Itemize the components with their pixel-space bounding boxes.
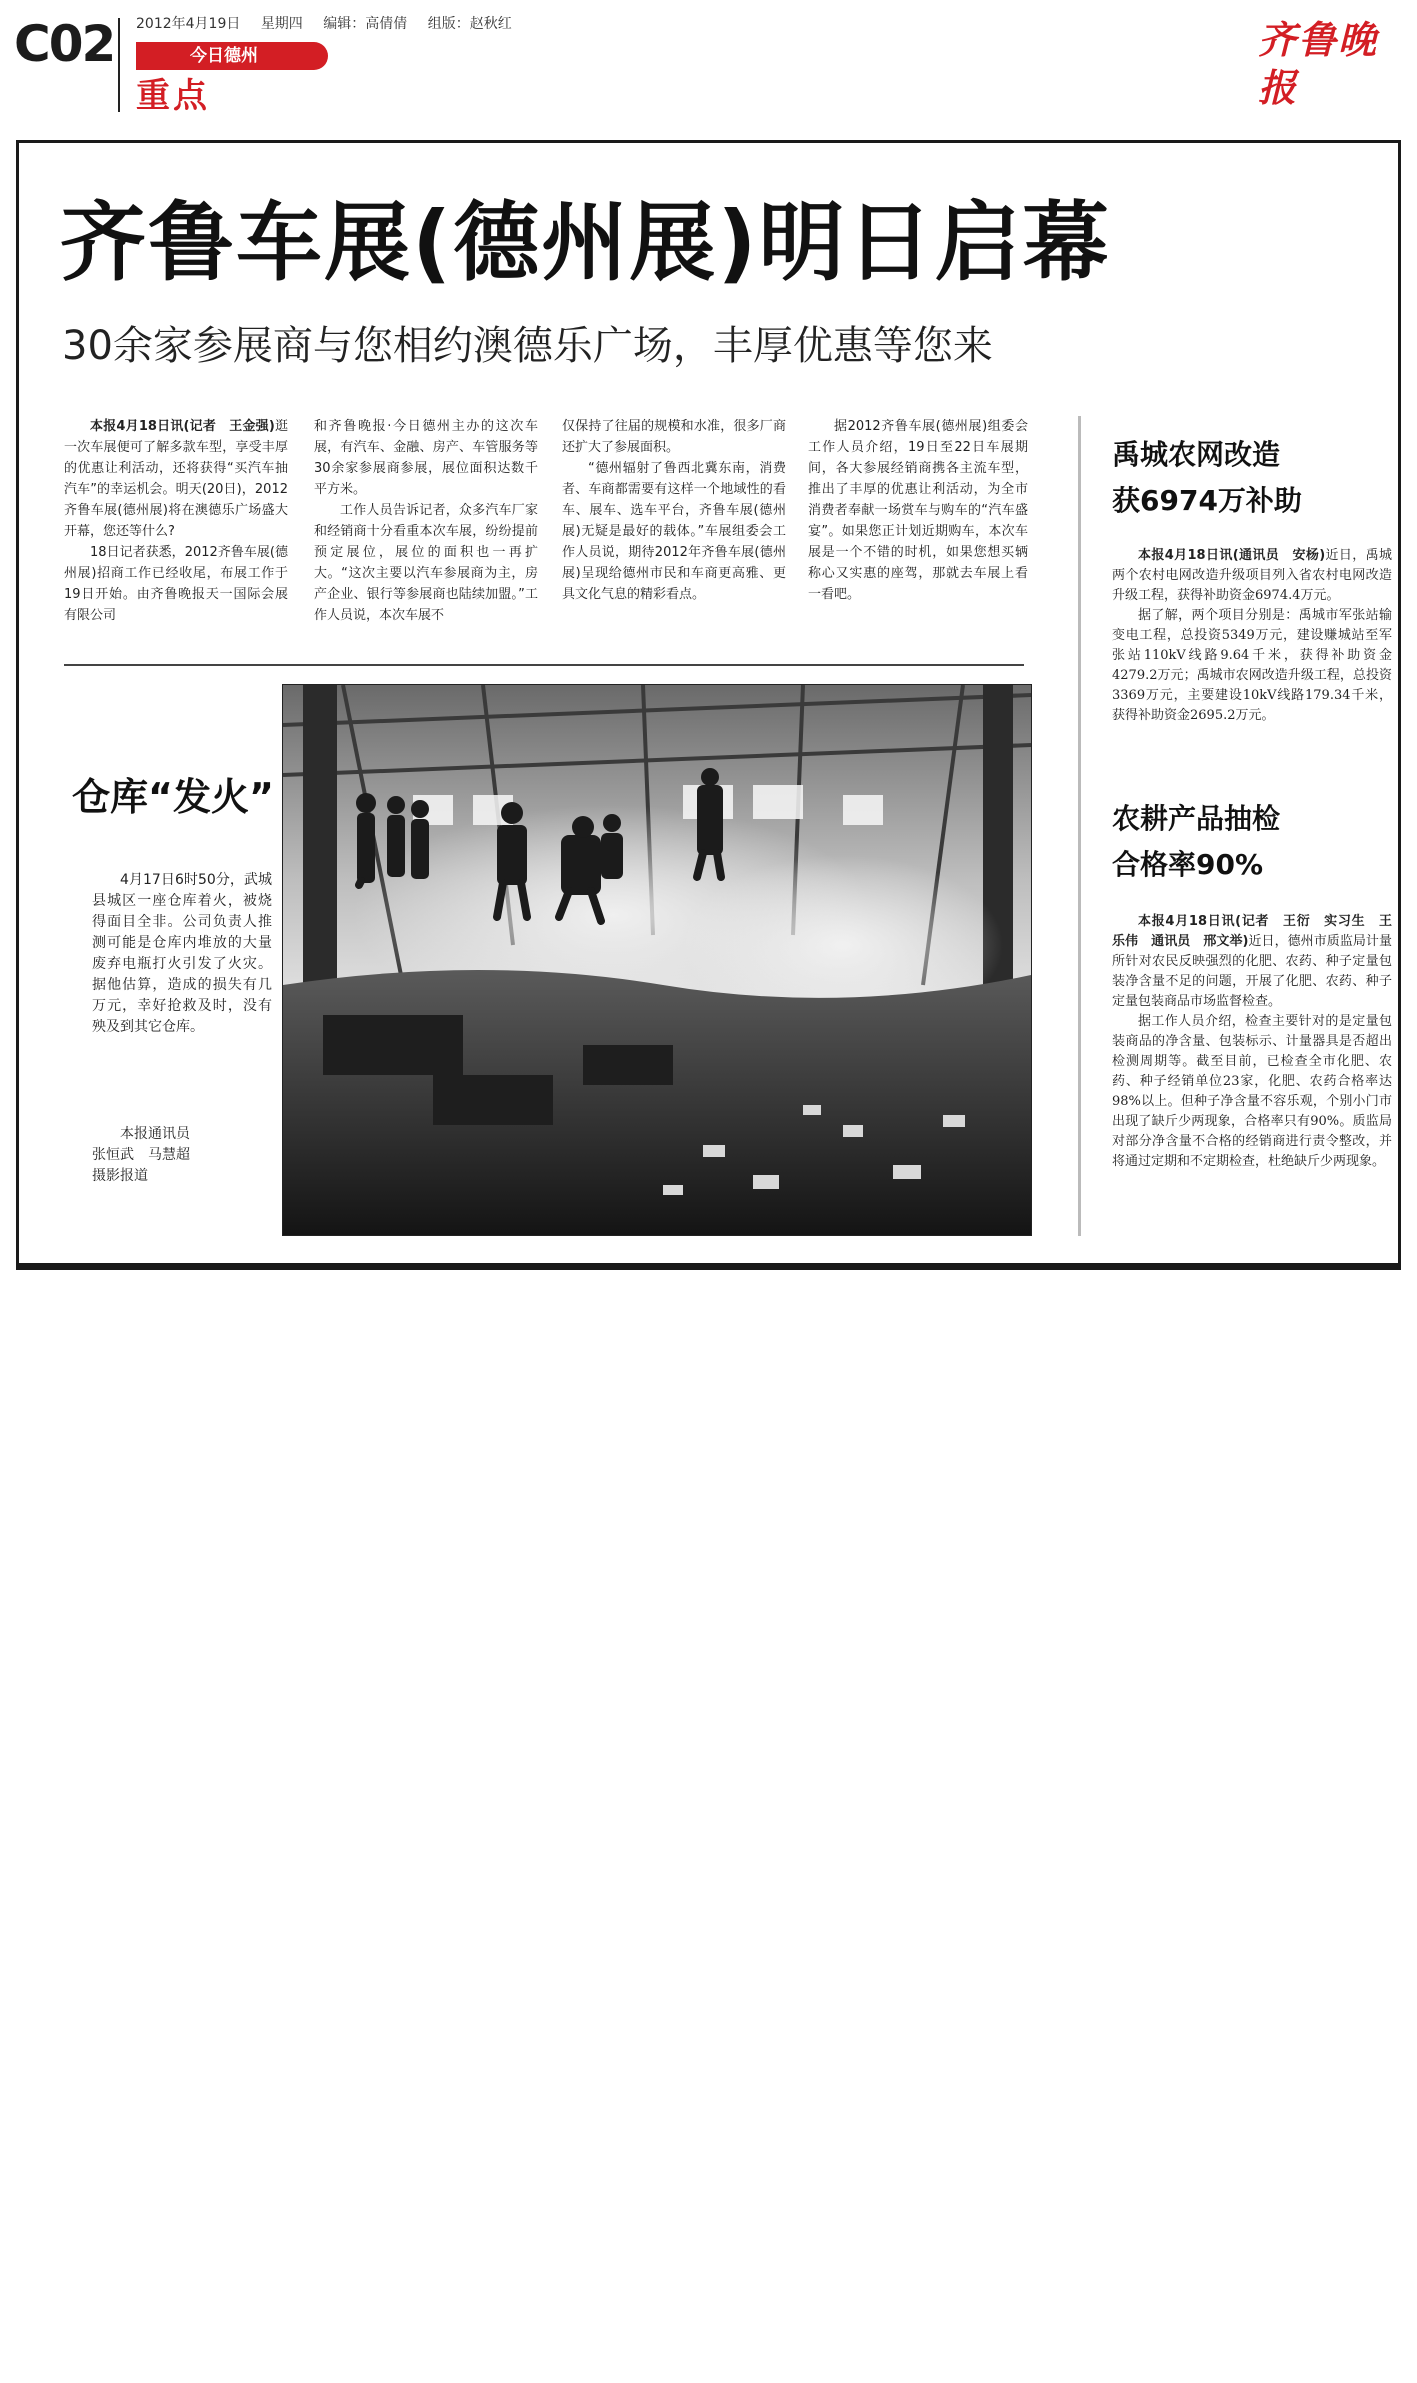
- lead-column-2: [314, 416, 538, 626]
- side-story1-p2: 据了解，两个项目分别是：禹城市军张站输变电工程，总投资5349万元，建设赚城站至军张站110kV线路9.64千米，获得补助资金4279.2万元；禹城市农网改造升级工程，总投资3369万元，主要建设10kV线路179.34千米，获得补助资金2695.2万元。: [1112, 608, 1392, 723]
- photo-credit-line3: 摄影报道: [92, 1168, 148, 1184]
- photo-story-text: [92, 870, 272, 1038]
- column-divider: [1078, 416, 1081, 1236]
- issue-editor: 编辑：高倩倩: [323, 16, 408, 32]
- side-story2-title-line2: 合格率90%: [1112, 848, 1264, 881]
- lead-col1-p2: 18日记者获悉，2012齐鲁车展(德州展)招商工作已经收尾，布展工作于19日开始。由齐鲁晚报天一国际会展有限公司: [64, 545, 288, 623]
- masthead-divider: [118, 18, 120, 112]
- lead-dateline: 本报4月18日讯(记者 王金强): [90, 419, 275, 434]
- side-story1-dateline: 本报4月18日讯(通讯员 安杨): [1138, 548, 1326, 563]
- photo-credit-line2: 张恒武 马慧超: [92, 1147, 190, 1163]
- side-story1-title: [1112, 432, 1392, 524]
- lead-col3-p1: 仅保持了往届的规模和水准，很多厂商还扩大了参展面积。: [562, 419, 786, 455]
- issue-meta: [136, 14, 528, 34]
- side-story2-title-line1: 农耕产品抽检: [1112, 802, 1281, 835]
- lead-column-1: [64, 416, 288, 626]
- side-story2-p2: 据工作人员介绍，检查主要针对的是定量包装商品的净含量、包装标示、计量器具是否超出检测周期等。截至目前，已检查全市化肥、农药、种子经销单位23家，化肥、农药合格率达98%以上。但种子净含量不容乐观，个别小门市出现了缺斤少两现象，合格率只有90%。质监局对部分净含量不合格的经销商进行责令整改，并将通过定期和不定期检查，杜绝缺斤少两现象。: [1112, 1014, 1392, 1169]
- side-story2-body: [1112, 912, 1392, 1172]
- lead-headline: 齐鲁车展(德州展)明日启幕: [60, 193, 1111, 293]
- lead-col2-p2: 工作人员告诉记者，众多汽车厂家和经销商十分看重本次车展，纷纷提前预定展位，展位的面积也一再扩大。“这次主要以汽车参展商为主，房产企业、银行等参展商也陆续加盟。”工作人员说，本次车展不: [314, 503, 538, 623]
- page-number: C02: [14, 15, 115, 73]
- lead-column-3: [562, 416, 786, 605]
- side-story2-dateline: 本报4月18日讯(记者 王衍 实习生 王乐伟 通讯员 邢文举): [1112, 914, 1392, 949]
- newspaper-logo: 齐鲁晚报: [1258, 17, 1379, 110]
- side-story1-title-line1: 禹城农网改造: [1112, 438, 1281, 471]
- warehouse-fire-photo: [282, 684, 1032, 1236]
- photo-credit-line1: 本报通讯员: [120, 1126, 190, 1142]
- lead-subhead: 30余家参展商与您相约澳德乐广场，丰厚优惠等您来: [62, 323, 993, 369]
- issue-weekday: 星期四: [260, 16, 303, 32]
- photo-credit: [92, 1124, 272, 1187]
- side-story1-body: [1112, 546, 1392, 726]
- photo-story-body: 4月17日6时50分，武城县城区一座仓库着火，被烧得面目全非。公司负责人推测可能是仓库内堆放的大量废弃电瓶打火引发了火灾。据他估算，造成的损失有几万元，幸好抢救及时，没有殃及到其它仓库。: [92, 872, 272, 1035]
- lead-col2-p1: 和齐鲁晚报·今日德州主办的这次车展，有汽车、金融、房产、车管服务等30余家参展商参展，展位面积达数千平方米。: [314, 419, 538, 497]
- section-rule: [64, 664, 1024, 666]
- lead-col4-p1: 据2012齐鲁车展(德州展)组委会工作人员介绍，19日至22日车展期间，各大参展经销商携各主流车型，推出了丰厚的优惠让利活动，为全市消费者奉献一场赏车与购车的“汽车盛宴”。如果您正计划近期购车，本次车展是一个不错的时机，如果您想买辆称心又实惠的座驾，那就去车展上看一看吧。: [808, 419, 1028, 602]
- issue-date: 2012年4月19日: [136, 16, 241, 32]
- side-story2-p1: 近日，德州市质监局计量所针对农民反映强烈的化肥、农药、种子定量包装净含量不足的问题，开展了化肥、农药、种子定量包装商品市场监督检查。: [1112, 934, 1392, 1009]
- side-story1-title-line2: 获6974万补助: [1112, 484, 1302, 517]
- lead-col3-p2: “德州辐射了鲁西北冀东南，消费者、车商都需要有这样一个地域性的看车、展车、选车平台，齐鲁车展(德州展)无疑是最好的载体。”车展组委会工作人员说，期待2012年齐鲁车展(德州展)呈现给德州市民和车商更高雅、更具文化气息的精彩看点。: [562, 461, 786, 602]
- lead-column-4: [808, 416, 1028, 605]
- section-tag: 今日德州: [190, 46, 258, 66]
- photo-story-title: 仓库“发火”: [72, 775, 274, 819]
- side-story1-p1: 近日，禹城两个农村电网改造升级项目列入省农村电网改造升级工程，获得补助资金6974.4万元。: [1112, 548, 1392, 603]
- lead-col1-p1: 逛一次车展便可了解多款车型，享受丰厚的优惠让利活动，还将获得“买汽车抽汽车”的幸运机会。明天(20日)，2012齐鲁车展(德州展)将在澳德乐广场盛大开幕，您还等什么?: [64, 419, 288, 539]
- fire-scene-illustration: [283, 685, 1031, 1235]
- issue-layout: 组版：赵秋红: [427, 16, 512, 32]
- side-story2-title: [1112, 796, 1392, 888]
- section-name: 重点: [136, 76, 210, 116]
